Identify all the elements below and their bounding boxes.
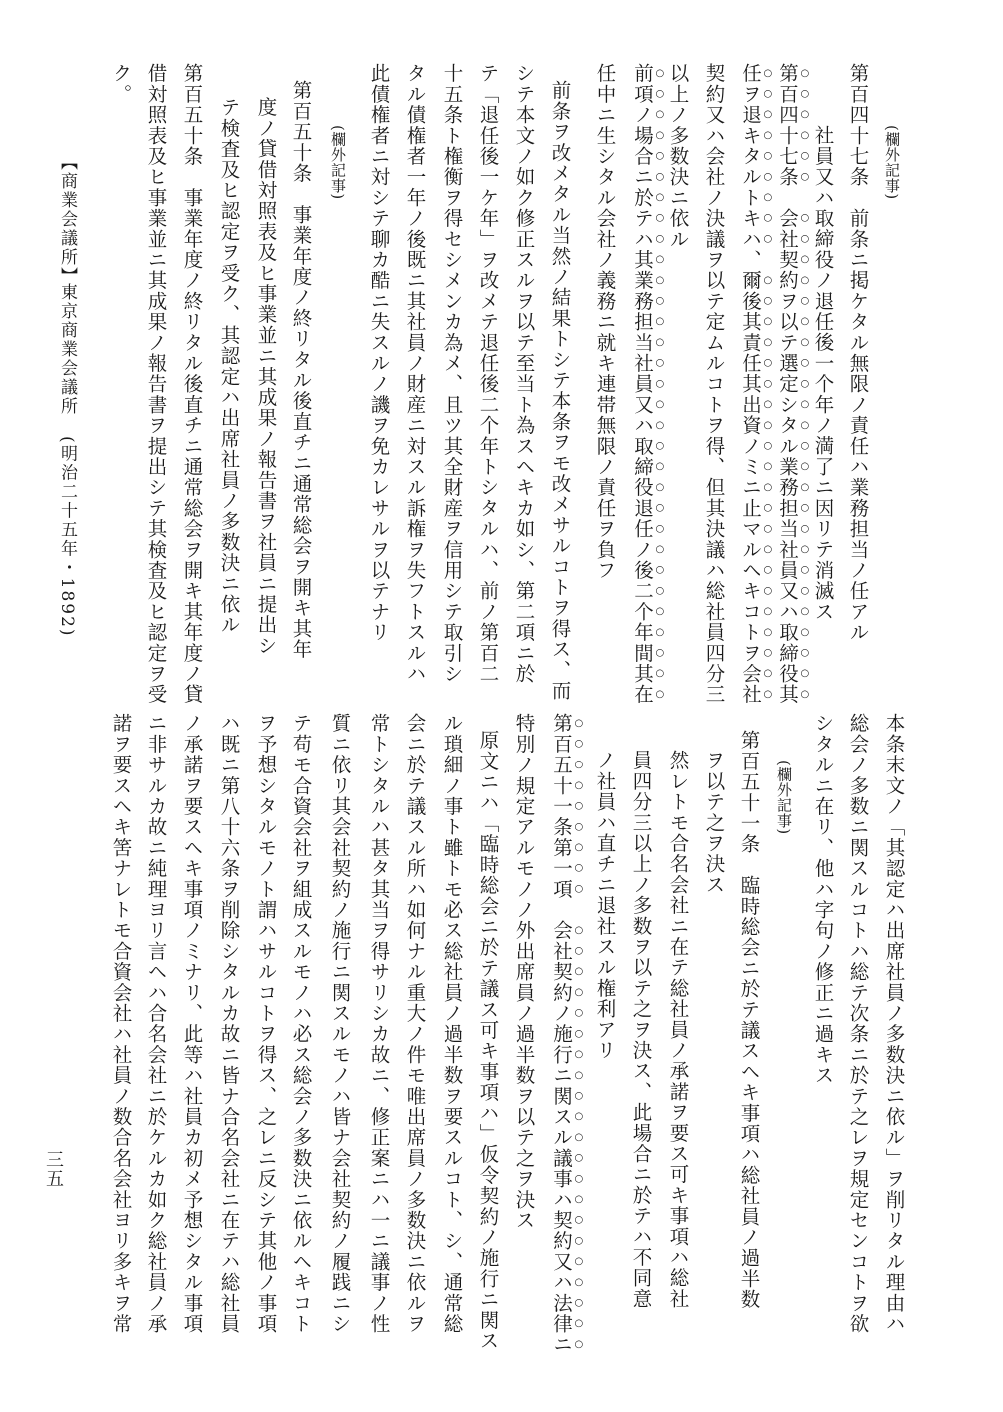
lower-line-6: 然レトモ合名会社ニ在テ総社員ノ承諾ヲ要ス可キ事項ハ総社 [666,750,690,1309]
upper-line-0: (欄外記事) [883,125,901,200]
lower-line-12: ル瑣細ノ事ト雖トモ必ス総社員ノ過半数ヲ要スルコト、シ、通常総 [440,713,464,1334]
lower-line-10: 特別ノ規定アルモノノ外出席員ノ過半数ヲ以テ之ヲ決ス [512,713,536,1231]
upper-line-13: タル債権者一年ノ後既ニ其社員ノ財産ニ対スル訴権ヲ失フトスルハ [403,63,427,684]
lower-line-21: 諾ヲ要スヘキ筈ナレトモ合資会社ハ社員ノ数合名会社ヨリ多キヲ常 [109,713,133,1334]
upper-line-21: ク。 [109,63,133,105]
upper-line-7: 前項ノ場合ニ於テハ其業務担当社員又ハ取締役退任ノ後二个年間其在 [631,63,654,705]
lower-line-3: (欄外記事) [775,760,793,835]
upper-line-11: テ「退任後一ケ年」ヲ改メテ退任後二个年トシタルハ、前ノ第百二 [476,63,500,684]
lower-line-9: 第百五十一条第一項 会社契約ノ施行ニ関スル議事ハ契約又ハ法律ニ [550,713,573,1355]
lower-line-0: 本条末文ノ「其認定ハ出席社員ノ多数決ニ依ル」ヲ削リタル理由ハ [882,713,906,1334]
upper-line-20: 借対照表及ヒ事業並ニ其成果ノ報告書ヲ提出シテ其検査及ヒ認定ヲ受 [144,63,168,705]
upper-line-18: テ検査及ヒ認定ヲ受ク、其認定ハ出席社員ノ多数決ニ依ル [217,97,241,636]
lower-line-1: 総会ノ多数ニ関スルコトハ総テ次条ニ於テ之レヲ規定センコトヲ欲 [846,713,870,1334]
footer-source: 【商業会議所】 [57,153,77,286]
upper-line-19: 第百五十条 事業年度ノ終リタル後直チニ通常総会ヲ開キ其年度ノ貸 [180,63,204,705]
lower-line-15: 質ニ依リ其会社契約ノ施行ニ関スルモノハ皆ナ会社契約ノ履践ニシ [328,713,352,1334]
upper-line-1: 第百四十七条 前条ニ掲ケタル無限ノ責任ハ業務担当ノ任アル [846,63,870,643]
lower-line-13: 会ニ於テ議スル所ハ如何ナル重大ノ件モ唯出席員ノ多数決ニ依ルヲ [403,713,427,1334]
upper-line-14: 此債権者ニ対シテ聊カ酷ニ失スルノ譏ヲ免カレサルヲ以テナリ [367,63,391,643]
upper-line-4: 任ヲ退キタルトキハ、爾後其責任其出資ノミニ止マルヘキコトヲ会社 [739,63,762,705]
upper-line-10: シテ本文ノ如ク修正スルヲ以テ至当ト為スヘキカ如シ、第二項ニ於 [512,63,536,684]
lower-line-17: ヲ予想シタルモノト謂ハサルコトヲ得ス、之レニ反シテ其他ノ事項 [254,713,278,1334]
upper-line-8: 任中ニ生シタル会社ノ義務ニ就キ連帯無限ノ責任ヲ負フ [593,63,617,581]
page-number: 三五 [43,1150,64,1188]
lower-line-2: シタルニ在リ、他ハ字句ノ修正ニ過キス [811,713,835,1086]
upper-line-15: (欄外記事) [329,125,347,200]
footer-year: (明治二十五年・1892) [57,436,77,638]
lower-line-4: 第百五十一条 臨時総会ニ於テ議スヘキ事項ハ総社員ノ過半数 [737,730,761,1310]
upper-line-12: 十五条ト権衡ヲ得セシメンカ為メ、且ツ其全財産ヲ信用シテ取引シ [440,63,464,685]
upper-line-16: 第百五十条 事業年度ノ終リタル後直チニ通常総会ヲ開キ其年 [289,80,313,660]
lower-line-20: ニ非サルカ故ニ純理ヨリ言ヘハ合名会社ニ於ケルカ如ク総社員ノ承 [144,713,168,1334]
upper-line-3: 第百四十七条 会社契約ヲ以テ選定シタル業務担当社員又ハ取締役其 [776,63,799,705]
footer-publisher: 東京商業会議所 [57,283,77,416]
lower-line-5: ヲ以テ之ヲ決ス [702,750,726,895]
upper-line-17: 度ノ貸借対照表及ヒ事業並ニ其成果ノ報告書ヲ社員ニ提出シ [254,97,278,656]
upper-line-6: 以上ノ多数決ニ依ル [666,63,690,250]
upper-line-2: 社員又ハ取締役ノ退任後一个年ノ満了ニ因リテ消滅ス [811,125,835,622]
lower-line-19: ノ承諾ヲ要スヘキ事項ノミナリ、此等ハ社員カ初メ予想シタル事項 [180,713,204,1334]
lower-line-8: ノ社員ハ直チニ退社スル権利アリ [593,750,617,1061]
lower-line-7: 員四分三以上ノ多数ヲ以テ之ヲ決ス、此場合ニ於テハ不同意 [629,750,653,1309]
upper-line-5: 契約又ハ会社ノ決議ヲ以テ定ムルコトヲ得、但其決議ハ総社員四分三 [702,63,726,705]
lower-line-11: 原文ニハ「臨時総会ニ於テ議ス可キ事項ハ」仮令契約ノ施行ニ関ス [476,730,500,1352]
lower-line-14: 常トシタルハ甚タ其当ヲ得サリシカ故ニ、修正案ニハ一ニ議事ノ性 [367,713,391,1334]
lower-line-16: テ苟モ合資会社ヲ組成スルモノハ必ス総会ノ多数決ニ依ルヘキコト [289,713,313,1334]
upper-line-9: 前条ヲ改メタル当然ノ結果トシテ本条ヲモ改メサルコトヲ得ス、而 [548,80,572,701]
lower-line-18: ハ既ニ第八十六条ヲ削除シタルカ故ニ皆ナ合名会社ニ在テハ総社員 [217,713,241,1334]
